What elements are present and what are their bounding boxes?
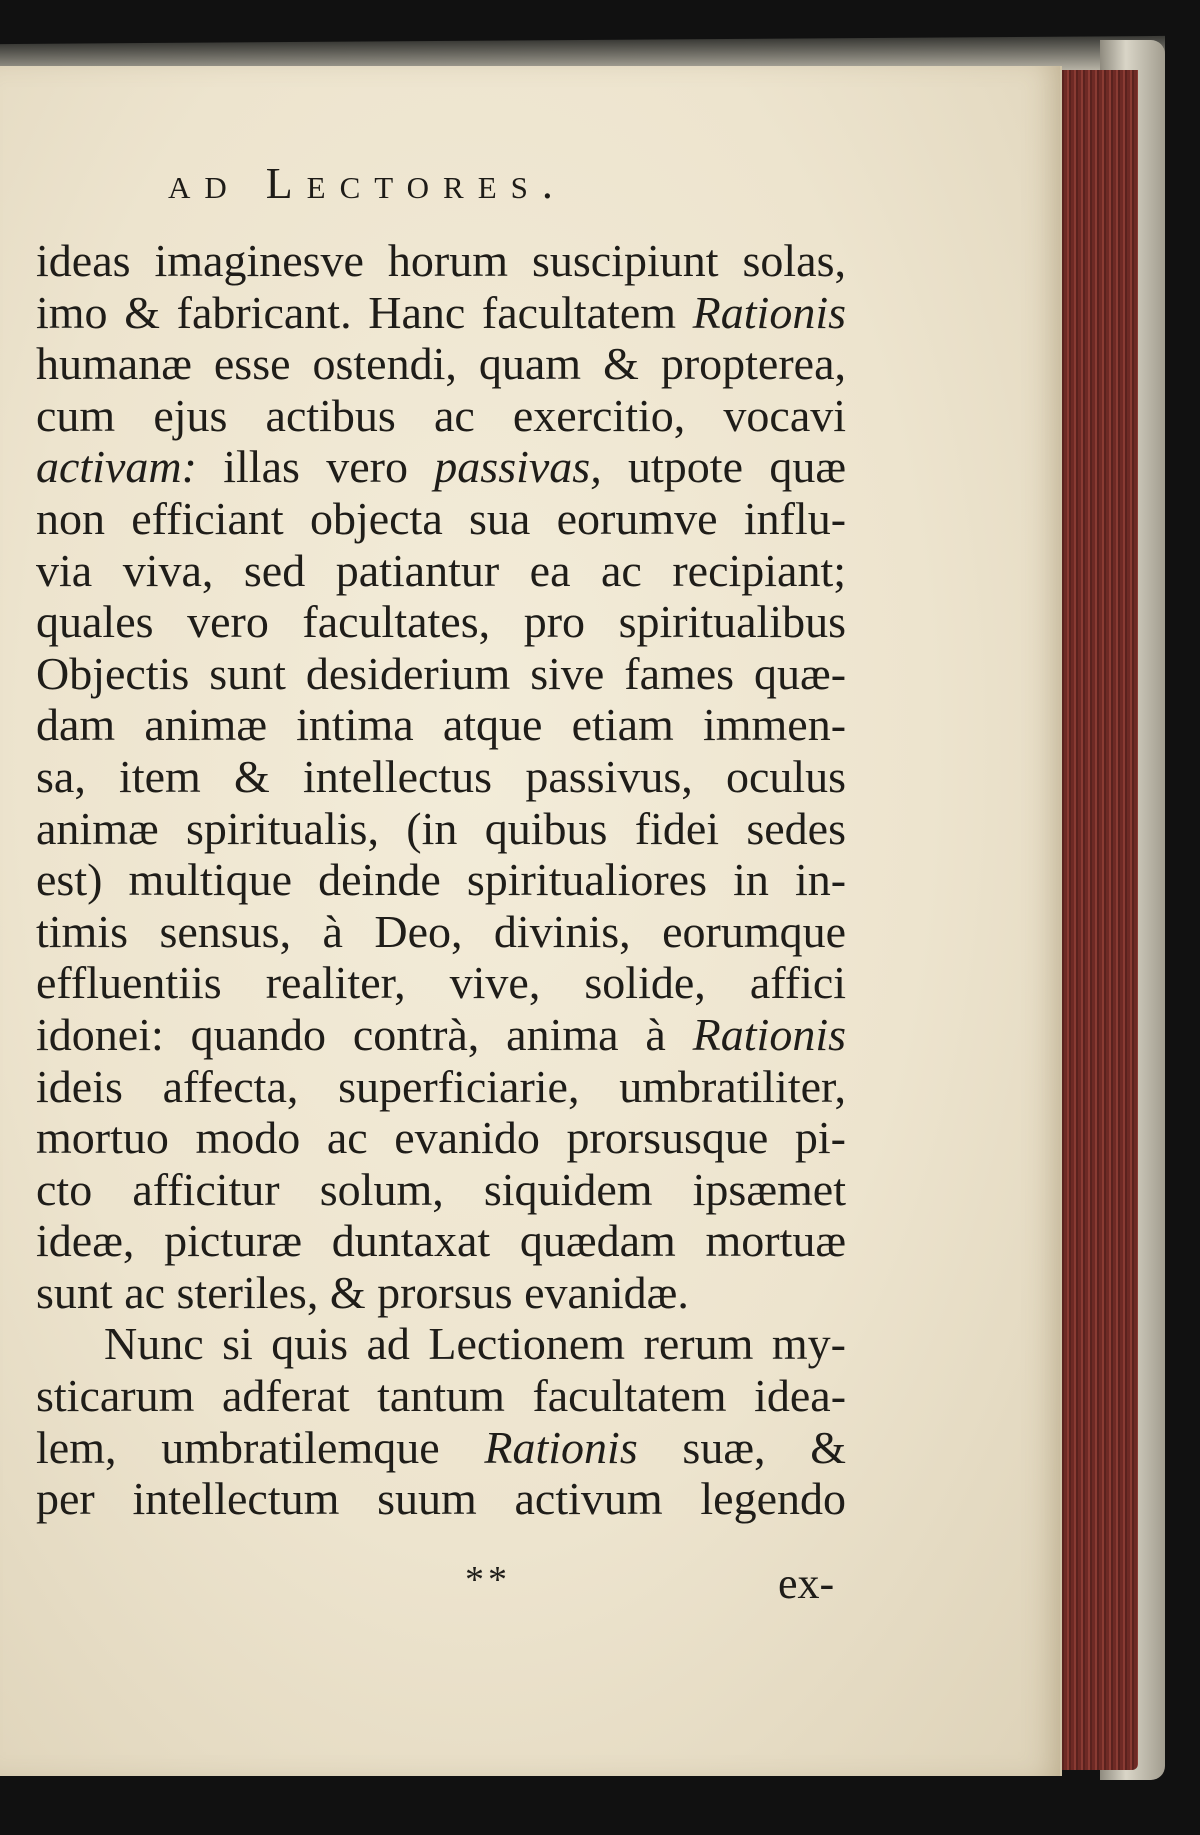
text-line: imo & fabricant. Hanc facultatem Rationis [36,286,847,338]
text-line: effluentiis realiter, vive, solide, affici [36,957,847,1009]
text-line: quales vero facultates, pro spiritualibus [36,596,847,648]
italic-word: Rationis [692,286,847,338]
text-line: Nunc si quis ad Lectionem rerum my- [104,1318,846,1370]
text-line: animæ spiritualis, (in quibus fidei sedes [36,802,846,854]
text-line: sa, item & intellectus passivus, oculus [36,750,847,802]
text-line: ideas imaginesve horum suscipiunt solas, [36,235,846,286]
italic-word: Rationis [484,1421,638,1473]
text-line: Objectis sunt desiderium sive fames quæ- [36,647,847,699]
text-line: sunt ac steriles, & prorsus evanidæ. [36,1266,689,1318]
text-line: ideis affecta, superficiarie, umbratiliter, [36,1060,846,1112]
text-line: est) multique deinde spiritualiores in in- [36,854,847,906]
italic-word: Rationis [692,1008,847,1060]
text-line: non efficiant objecta sua eorumve influ- [36,492,847,544]
text-line: humanæ esse ostendi, quam & propterea, [36,338,846,390]
text-line: idonei: quando contrà, anima à Rationis [36,1008,847,1060]
text-line: per intellectum suum activum legendo [36,1473,846,1525]
signature-mark: ** [465,1559,511,1601]
text-line: lem, umbratilemque Rationis suæ, & [36,1421,846,1473]
text-line: sticarum adferat tantum facultatem idea- [36,1370,847,1422]
text-line: dam animæ intima atque etiam immen- [36,699,847,751]
text-line: cum ejus actibus ac exercitio, vocavi [36,389,847,441]
italic-word: passivas, [434,441,602,493]
catchword: ex- [778,1559,835,1608]
text-line: mortuo modo ac evanido prorsusque pi- [36,1112,846,1164]
text-line: activam: illas vero passivas, utpote quæ [36,441,846,493]
paragraph-1 [36,235,846,1318]
text-line: cto afficitur solum, siquidem ipsæmet [36,1163,846,1215]
text-line: timis sensus, à Deo, divinis, eorumque [36,905,847,957]
body-text [36,235,846,1525]
running-header: ad Lectores. [168,159,567,208]
text-line: ideæ, picturæ duntaxat quædam mortuæ [36,1215,847,1267]
text-line: via viva, sed patiantur ea ac recipiant; [36,544,847,596]
paragraph-2 [36,1318,846,1524]
italic-word: activam: [36,441,197,493]
